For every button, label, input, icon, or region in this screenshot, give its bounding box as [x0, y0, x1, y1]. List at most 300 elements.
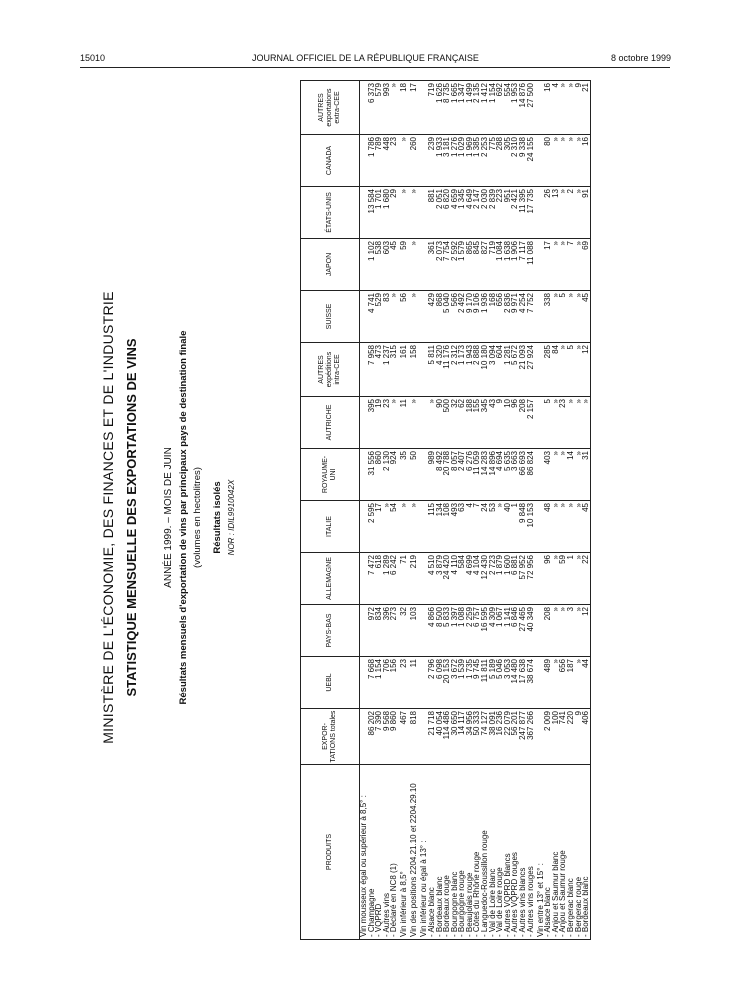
value-cell: 91	[582, 187, 590, 239]
value-cell: »	[390, 291, 398, 343]
value-cell: 96	[544, 553, 552, 605]
value-cell: 4 110	[451, 553, 459, 605]
value-cell: »	[575, 501, 583, 553]
table-row	[552, 81, 560, 940]
value-cell: 403	[544, 449, 552, 501]
value-cell: 429	[428, 291, 436, 343]
value-cell: »	[552, 135, 560, 187]
value-cell: 834	[375, 605, 383, 657]
value-cell: 22	[582, 553, 590, 605]
value-cell: »	[383, 501, 391, 553]
value-cell: 72 956	[527, 553, 535, 605]
value-cell: 5	[544, 397, 552, 449]
value-cell: 11 088	[527, 239, 535, 291]
value-cell	[537, 397, 545, 449]
product-label: - Languedoc-Roussillon rouge	[481, 765, 489, 940]
value-cell: 6 881	[511, 553, 519, 605]
value-cell: 24 155	[527, 135, 535, 187]
value-cell: 208	[519, 397, 527, 449]
value-cell: 14 876	[519, 81, 527, 135]
value-cell: 14	[567, 449, 575, 501]
value-cell: »	[552, 239, 560, 291]
value-cell: 35	[400, 449, 408, 501]
value-cell: »	[575, 397, 583, 449]
value-cell: 168	[489, 291, 497, 343]
product-label: - Alsace blanc	[544, 765, 552, 940]
value-cell: 538	[375, 239, 383, 291]
value-cell: »	[410, 501, 418, 553]
value-cell: 20 788	[443, 449, 451, 501]
value-cell: 4 866	[428, 605, 436, 657]
value-cell: 31 556	[368, 449, 376, 501]
product-label: - Bergerac rouge	[575, 765, 583, 940]
value-cell: »	[559, 187, 567, 239]
rotated-page	[100, 85, 660, 950]
value-cell: 114 486	[443, 709, 451, 765]
value-cell: 56 201	[511, 709, 519, 765]
column-header: ÉTATS-UNIS	[301, 187, 360, 239]
product-label: - Val de Loire blanc	[489, 765, 497, 940]
value-cell: 2 073	[436, 239, 444, 291]
value-cell: 2 888	[473, 343, 481, 397]
value-cell: 4	[466, 501, 474, 553]
value-cell: 9	[575, 81, 583, 135]
value-cell: 38 674	[527, 657, 535, 709]
value-cell: 17	[410, 81, 418, 135]
product-label: - Déclaré en NC8 (1)	[390, 765, 398, 940]
value-cell: 2 723	[489, 553, 497, 605]
value-cell: 604	[496, 343, 504, 397]
value-cell: 1 626	[436, 81, 444, 135]
value-cell: »	[552, 449, 560, 501]
value-cell: 741	[559, 709, 567, 765]
value-cell: 8 500	[436, 605, 444, 657]
value-cell: 5 040	[443, 291, 451, 343]
value-cell: 223	[496, 187, 504, 239]
value-cell: »	[410, 187, 418, 239]
value-cell: 7	[473, 501, 481, 553]
value-cell: »	[575, 605, 583, 657]
value-cell: 1 154	[489, 81, 497, 135]
value-cell: 818	[410, 709, 418, 765]
value-cell: 338	[544, 291, 552, 343]
value-cell: 27 500	[527, 81, 535, 135]
value-cell: »	[575, 291, 583, 343]
value-cell: 1 969	[466, 135, 474, 187]
journal-title: JOURNAL OFFICIEL DE LA RÉPUBLIQUE FRANÇAISE	[252, 53, 479, 63]
value-cell: 3 181	[443, 135, 451, 187]
value-cell: 972	[368, 605, 376, 657]
product-label: Vin inférieur ou égal à 13° :	[420, 765, 428, 940]
column-header: EXPOR-TATIONS totales	[301, 709, 360, 765]
value-cell: 1 084	[496, 239, 504, 291]
table-row	[466, 81, 474, 940]
value-cell: 692	[496, 81, 504, 135]
value-cell: 57 952	[519, 553, 527, 605]
value-cell: 1 579	[458, 239, 466, 291]
value-cell: 4 510	[428, 553, 436, 605]
value-cell: 489	[544, 657, 552, 709]
value-cell: 1 345	[458, 187, 466, 239]
value-cell: 3 879	[436, 553, 444, 605]
value-cell: 3 094	[489, 343, 497, 397]
column-header: ROYAUME-UNI	[301, 449, 360, 501]
value-cell: 493	[451, 501, 459, 553]
value-cell: 656	[559, 657, 567, 709]
value-cell: 345	[481, 397, 489, 449]
table-row	[582, 81, 590, 940]
value-cell: 6 820	[443, 187, 451, 239]
value-cell: 27 924	[527, 343, 535, 397]
value-cell: »	[559, 343, 567, 397]
value-cell: 2 492	[458, 291, 466, 343]
value-cell: 32	[400, 605, 408, 657]
value-cell: 54	[390, 501, 398, 553]
table-body	[360, 81, 591, 940]
value-cell: 62	[458, 397, 466, 449]
value-cell: 1 276	[451, 135, 459, 187]
product-label: - Val de Loire rouge	[496, 765, 504, 940]
value-cell: 566	[451, 291, 459, 343]
value-cell: 2 407	[458, 449, 466, 501]
value-cell: 12	[582, 343, 590, 397]
value-cell: 11	[410, 657, 418, 709]
column-header: CANADA	[301, 135, 360, 187]
value-cell: 706	[383, 657, 391, 709]
value-cell: 16 595	[481, 605, 489, 657]
value-cell: 219	[410, 553, 418, 605]
value-cell: 1 289	[383, 553, 391, 605]
product-label: - Bergerac blanc	[567, 765, 575, 940]
value-cell: 23	[383, 397, 391, 449]
value-cell: 96	[511, 397, 519, 449]
product-label: - Autres VQPRD rouges	[511, 765, 519, 940]
ministry-title: MINISTÈRE DE L'ÉCONOMIE, DES FINANCES ET DE L'INDUSTRIE	[100, 291, 116, 744]
value-cell: 27 465	[519, 605, 527, 657]
value-cell: 2 836	[504, 291, 512, 343]
value-cell: »	[410, 239, 418, 291]
value-cell: 1 665	[451, 81, 459, 135]
value-cell: 6 757	[473, 605, 481, 657]
product-label: - Côtes du Rhône rouge	[473, 765, 481, 940]
value-cell: 1 281	[504, 343, 512, 397]
group-row	[410, 81, 418, 940]
product-label: - VQPRD	[375, 765, 383, 940]
value-cell: 2 312	[451, 343, 459, 397]
value-cell: 7 958	[368, 343, 376, 397]
value-cell: 23	[559, 397, 567, 449]
value-cell: 4 104	[473, 553, 481, 605]
value-cell: 3 663	[511, 449, 519, 501]
value-cell: 20 153	[443, 657, 451, 709]
value-cell: 2 051	[436, 187, 444, 239]
value-cell: »	[567, 135, 575, 187]
value-cell: 40	[504, 501, 512, 553]
title-block	[100, 85, 290, 950]
product-label: - Autres VQPRD blancs	[504, 765, 512, 940]
value-cell: 288	[496, 135, 504, 187]
value-cell: 50	[410, 449, 418, 501]
value-cell: 40 349	[527, 605, 535, 657]
value-cell: »	[400, 135, 408, 187]
value-cell: 868	[436, 291, 444, 343]
value-cell: 529	[375, 291, 383, 343]
value-cell: 584	[458, 553, 466, 605]
value-cell: 367 266	[527, 709, 535, 765]
value-cell: 5	[567, 343, 575, 397]
value-cell: 21 093	[519, 343, 527, 397]
value-cell: 1 102	[368, 239, 376, 291]
value-cell: 1 879	[496, 553, 504, 605]
product-label: - Anjou et Saumur rouge	[559, 765, 567, 940]
value-cell: 53	[489, 501, 497, 553]
value-cell: 45	[390, 239, 398, 291]
column-header: PAYS-BAS	[301, 605, 360, 657]
column-header: JAPON	[301, 239, 360, 291]
publication-date: 8 octobre 1999	[610, 53, 671, 63]
value-cell: 21	[582, 81, 590, 135]
column-header: ITALIE	[301, 501, 360, 553]
page-number: 15010	[80, 53, 106, 63]
value-cell: 775	[489, 135, 497, 187]
value-cell: 1 933	[436, 135, 444, 187]
value-cell: 9 568	[383, 709, 391, 765]
column-header: PRODUITS	[301, 765, 360, 940]
value-cell: 865	[466, 239, 474, 291]
value-cell: 31	[582, 449, 590, 501]
value-cell: 3 053	[504, 657, 512, 709]
statistics-title: STATISTIQUE MENSUELLE DES EXPORTATIONS DE VINS	[124, 338, 139, 697]
value-cell: 618	[375, 553, 383, 605]
value-cell: 7 668	[368, 657, 376, 709]
value-cell: »	[552, 501, 560, 553]
value-cell: 4 699	[466, 553, 474, 605]
value-cell: 59	[559, 553, 567, 605]
value-cell: 108	[443, 501, 451, 553]
value-cell: 239	[428, 135, 436, 187]
value-cell: »	[552, 605, 560, 657]
value-cell: 9 971	[511, 291, 519, 343]
value-cell: 32	[451, 397, 459, 449]
value-cell: 4 694	[496, 449, 504, 501]
column-header: AUTRICHE	[301, 397, 360, 449]
value-cell: 63	[458, 501, 466, 553]
value-cell: 827	[481, 239, 489, 291]
value-cell: »	[567, 81, 575, 135]
value-cell: 1 499	[466, 81, 474, 135]
value-cell: 45	[582, 501, 590, 553]
value-cell: 44	[582, 657, 590, 709]
value-cell: 4 309	[489, 605, 497, 657]
column-header: AUTRES expéditions intra-CEE	[301, 343, 360, 397]
value-cell: 467	[400, 709, 408, 765]
value-cell: 9 338	[519, 135, 527, 187]
value-cell: »	[496, 501, 504, 553]
table-row	[559, 81, 567, 940]
value-cell: 7 754	[443, 239, 451, 291]
value-cell: 26	[544, 187, 552, 239]
value-cell: 9	[575, 709, 583, 765]
table-row	[544, 81, 552, 940]
value-cell: 14 480	[511, 657, 519, 709]
value-cell: 84	[552, 343, 560, 397]
value-cell: 4 254	[519, 291, 527, 343]
value-cell: »	[575, 239, 583, 291]
product-label: - Bourgogne rouge	[458, 765, 466, 940]
product-label: - Autres vins blancs	[519, 765, 527, 940]
value-cell: 11 176	[443, 343, 451, 397]
value-cell: 155	[473, 397, 481, 449]
value-cell: »	[575, 553, 583, 605]
value-cell: 187	[567, 657, 575, 709]
product-label: Vin entre 13° et 15° :	[537, 765, 545, 940]
value-cell: 2 147	[473, 187, 481, 239]
value-cell: »	[575, 657, 583, 709]
value-cell: 2 259	[466, 605, 474, 657]
product-label: - Champagne	[368, 765, 376, 940]
value-cell: 500	[443, 397, 451, 449]
column-header: ALLEMAGNE	[301, 553, 360, 605]
column-header: AUTRES exportations extra-CEE	[301, 81, 360, 135]
value-cell: 5 672	[511, 343, 519, 397]
value-cell: 2 253	[481, 135, 489, 187]
table-title: Résultats mensuels d'exportation de vins par principaux pays de destination finale	[178, 330, 189, 705]
value-cell: 396	[383, 605, 391, 657]
value-cell: 208	[544, 605, 552, 657]
table-row	[527, 81, 535, 940]
value-cell: 48	[544, 501, 552, 553]
value-cell: 1 397	[451, 605, 459, 657]
value-cell: 2 421	[511, 187, 519, 239]
value-cell: 2 796	[428, 657, 436, 709]
product-label: - Bourgogne blanc	[451, 765, 459, 940]
group-row	[400, 81, 408, 940]
value-cell: 13	[552, 187, 560, 239]
value-cell: »	[410, 397, 418, 449]
value-cell: 1 088	[458, 605, 466, 657]
value-cell: 2 592	[451, 239, 459, 291]
value-cell: 86 824	[527, 449, 535, 501]
value-cell: »	[552, 291, 560, 343]
value-cell: »	[567, 291, 575, 343]
value-cell: »	[559, 81, 567, 135]
value-cell: 7 472	[368, 553, 376, 605]
value-cell: »	[552, 657, 560, 709]
value-cell: 4 320	[436, 343, 444, 397]
value-cell: 24 420	[443, 553, 451, 605]
value-cell: 38 091	[489, 709, 497, 765]
product-label: Vin des positions 2204.21.10 et 2204.29.10	[410, 765, 418, 940]
product-label: - Bordeaux blanc	[582, 765, 590, 940]
value-cell: 2 839	[489, 187, 497, 239]
value-cell: 6 098	[436, 657, 444, 709]
value-cell: 69	[582, 239, 590, 291]
value-cell: 17	[544, 239, 552, 291]
value-cell: 10	[504, 397, 512, 449]
value-cell: 395	[368, 397, 376, 449]
value-cell: 100	[552, 709, 560, 765]
value-cell: 90	[436, 397, 444, 449]
value-cell: 11 059	[473, 449, 481, 501]
value-cell: 9 848	[519, 501, 527, 553]
value-cell: 448	[383, 135, 391, 187]
value-cell: 4 659	[451, 187, 459, 239]
value-cell: 473	[375, 343, 383, 397]
value-cell: 1 680	[383, 187, 391, 239]
value-cell: 2 595	[368, 501, 376, 553]
value-cell: 45	[582, 291, 590, 343]
value-cell: 80	[544, 135, 552, 187]
value-cell: 5 046	[496, 657, 504, 709]
table-row	[390, 81, 398, 940]
value-cell: 1 600	[504, 553, 512, 605]
product-label: Vin inférieur à 8,5°	[400, 765, 408, 940]
value-cell: »	[567, 397, 575, 449]
value-cell: 860	[375, 449, 383, 501]
value-cell: 305	[504, 135, 512, 187]
value-cell: 1 786	[368, 135, 376, 187]
value-cell: »	[567, 501, 575, 553]
value-cell: 66 693	[519, 449, 527, 501]
value-cell: »	[559, 239, 567, 291]
value-cell: 285	[544, 343, 552, 397]
value-cell: 22 079	[504, 709, 512, 765]
value-cell: 9	[496, 397, 504, 449]
nor-reference: NOR : IDIL9910042X	[227, 479, 236, 556]
section-title: Résultats isolés	[212, 481, 223, 554]
value-cell: 1 936	[481, 291, 489, 343]
value-cell: 59	[400, 239, 408, 291]
value-cell: 13 584	[368, 187, 376, 239]
value-cell: 2 130	[383, 449, 391, 501]
value-cell: 23	[390, 135, 398, 187]
value-cell: 603	[383, 239, 391, 291]
value-cell: 11	[400, 397, 408, 449]
value-cell: 579	[375, 81, 383, 135]
value-cell: 9 745	[473, 657, 481, 709]
value-cell: »	[559, 501, 567, 553]
value-cell: 951	[504, 187, 512, 239]
value-cell: 3 672	[451, 657, 459, 709]
value-cell: 1 701	[375, 187, 383, 239]
value-cell: 158	[410, 343, 418, 397]
value-cell: 14 117	[458, 709, 466, 765]
header-rule	[80, 67, 670, 68]
value-cell: 156	[390, 657, 398, 709]
value-cell: 1 347	[458, 81, 466, 135]
value-cell: 21 718	[428, 709, 436, 765]
value-cell: »	[575, 449, 583, 501]
value-cell: 1 067	[496, 605, 504, 657]
value-cell: 719	[489, 239, 497, 291]
product-label: - Beaujolais rouge	[466, 765, 474, 940]
value-cell: 1 735	[466, 657, 474, 709]
value-cell: 361	[428, 239, 436, 291]
value-cell: 2 135	[473, 81, 481, 135]
value-cell: 7 752	[527, 291, 535, 343]
value-cell: 19	[375, 397, 383, 449]
value-cell: »	[390, 81, 398, 135]
value-cell: 2 157	[527, 397, 535, 449]
value-cell: »	[575, 187, 583, 239]
value-cell: 40 054	[436, 709, 444, 765]
value-cell: 1 906	[511, 239, 519, 291]
value-cell: 4	[552, 81, 560, 135]
value-cell: 406	[582, 709, 590, 765]
value-cell: 14 283	[481, 449, 489, 501]
period-title: ANNÉE 1999. – MOIS DE JUIN	[163, 447, 174, 588]
value-cell: 881	[428, 187, 436, 239]
